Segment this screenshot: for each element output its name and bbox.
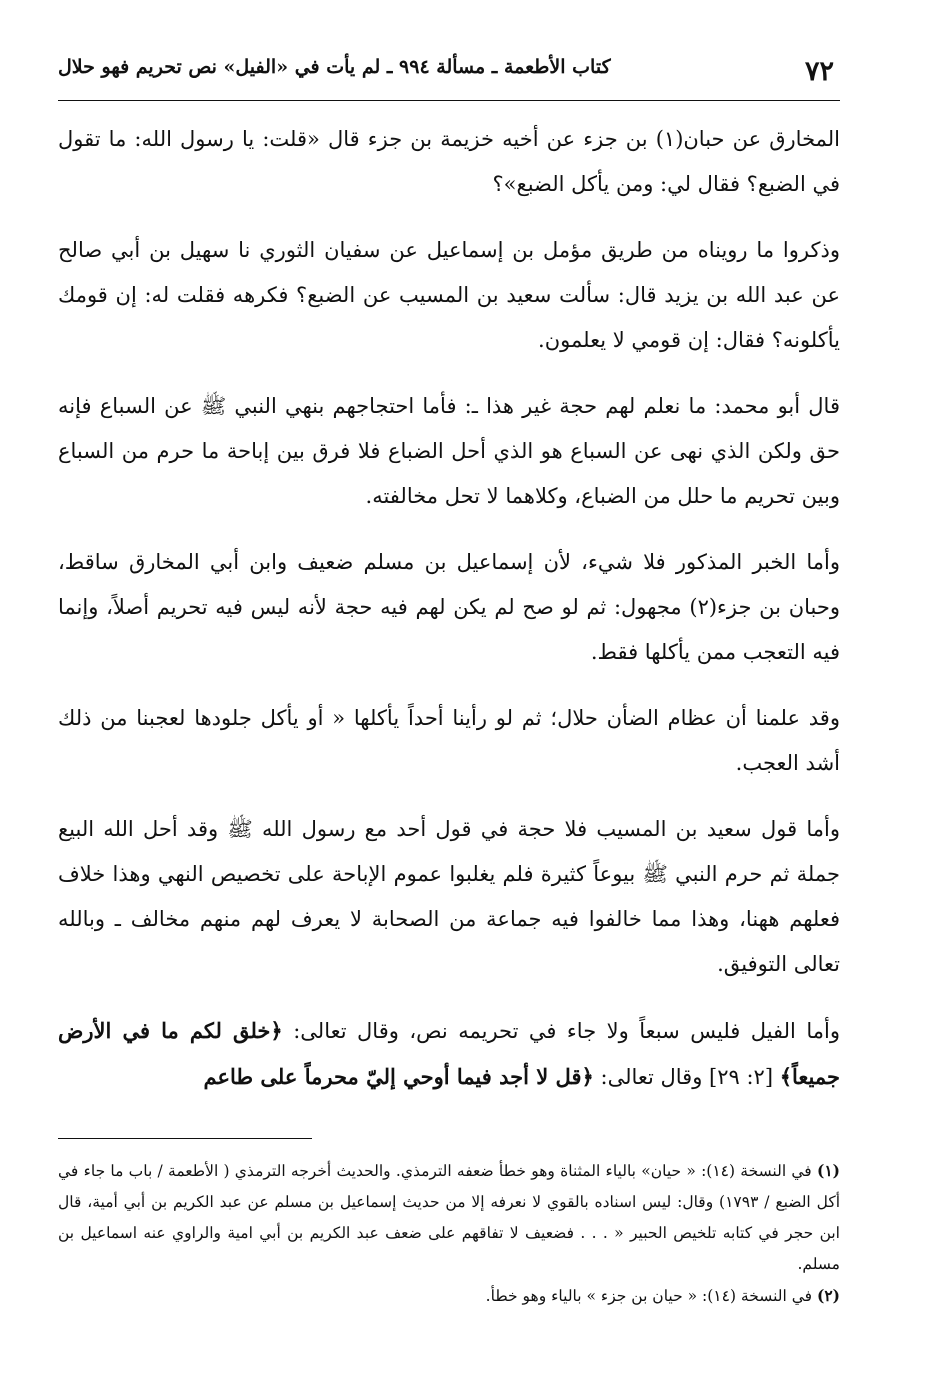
- paragraph: قال أبو محمد: ما نعلم لهم حجة غير هذا ـ: فأما احتجاجهم بنهي النبي ﷺ عن السباع فإنه حق ولكن الذي نهى عن السباع هو الذي أحل الضباع فلا فرق بين إباحة ما حرم من السباع وبين تحريم ما حلل من الضباع، وكلاهما لا تحل مخالفته.: [58, 394, 840, 508]
- paragraph-elephant: [58, 1008, 840, 1100]
- footnotes: [58, 1155, 840, 1312]
- paragraph: المخارق عن حبان(١) بن جزء عن أخيه خزيمة بن جزء قال «قلت: يا رسول الله: ما تقول في الضبع؟ فقال لي: ومن يأكل الضبع»؟: [58, 127, 840, 196]
- paragraph-text: [٢: ٢٩] وقال تعالى:: [593, 1065, 780, 1089]
- footnote-text: في النسخة (١٤): « حيان» بالياء المثناة وهو خطأ ضعفه الترمذي. والحديث أخرجه الترمذي ( الأطعمة / باب ما جاء في أكل الضبع / ١٧٩٣) وقال: ليس اسناده بالقوي لا نعرفه إلا من حديث إسماعيل بن مسلم عن عبد الكريم بن أبي أمية، قال ابن حجر في كتابه تلخيص الحبير « . . . فضعيف لا تفاقهم على ضعف عبد الكريم بن أبي امية والراوي عنه اسماعيل بن مسلم.: [58, 1162, 841, 1273]
- paragraph: وأما الخبر المذكور فلا شيء، لأن إسماعيل بن مسلم ضعيف وابن أبي المخارق ساقط، وحبان بن جزء(٢) مجهول: ثم لو صح لم يكن لهم فيه حجة لأنه ليس فيه تحريم أصلاً، وإنما فيه التعجب ممن يأكلها فقط.: [58, 550, 841, 664]
- page-header: [58, 48, 840, 101]
- quran-quote: ﴿خلق لكم ما في الأرض جميعاً﴾: [58, 1018, 840, 1089]
- footnote: [58, 1155, 840, 1280]
- paragraph: وذكروا ما رويناه من طريق مؤمل بن إسماعيل عن سفيان الثوري نا سهيل بن أبي صالح عن عبد الله بن يزيد قال: سألت سعيد بن المسيب عن الضبع؟ فكرهه فقلت له: إن قومك يأكلونه؟ فقال: إن قومي لا يعلمون.: [58, 238, 840, 352]
- footnote: [58, 1280, 840, 1312]
- page-number: ٧٢: [804, 56, 834, 87]
- footnote-divider: [58, 1138, 312, 1139]
- quran-quote: ﴿قل لا أجد فيما أوحي إليّ محرماً على طاعم: [203, 1064, 594, 1089]
- paragraph: وأما قول سعيد بن المسيب فلا حجة في قول أحد مع رسول الله ﷺ وقد أحل الله البيع جملة ثم حرم النبي ﷺ بيوعاً كثيرة فلم يغلبوا عموم الإباحة على تخصيص النهي وهذا خلاف فعلهم ههنا، وهذا مما خالفوا فيه جماعة من الصحابة لا يعرف لهم منهم مخالف ـ وبالله تعالى التوفيق.: [58, 817, 840, 976]
- main-text: [58, 117, 840, 1100]
- footnote-text: في النسخة (١٤): « حيان بن جزء » بالياء وهو خطأ.: [485, 1287, 813, 1305]
- paragraph-text: وأما الفيل فليس سبعاً ولا جاء في تحريمه نص، وقال تعالى:: [282, 1019, 840, 1043]
- footnote-number: (٢): [816, 1286, 840, 1305]
- footnote-number: (١): [816, 1161, 840, 1180]
- paragraph: وقد علمنا أن عظام الضأن حلال؛ ثم لو رأينا أحداً يأكلها « أو يأكل جلودها لعجبنا من ذلك أشد العجب.: [58, 706, 840, 775]
- running-title: كتاب الأطعمة ـ مسألة ٩٩٤ ـ لم يأت في «الفيل» نص تحريم فهو حلال: [58, 56, 611, 78]
- book-page: [58, 48, 840, 1348]
